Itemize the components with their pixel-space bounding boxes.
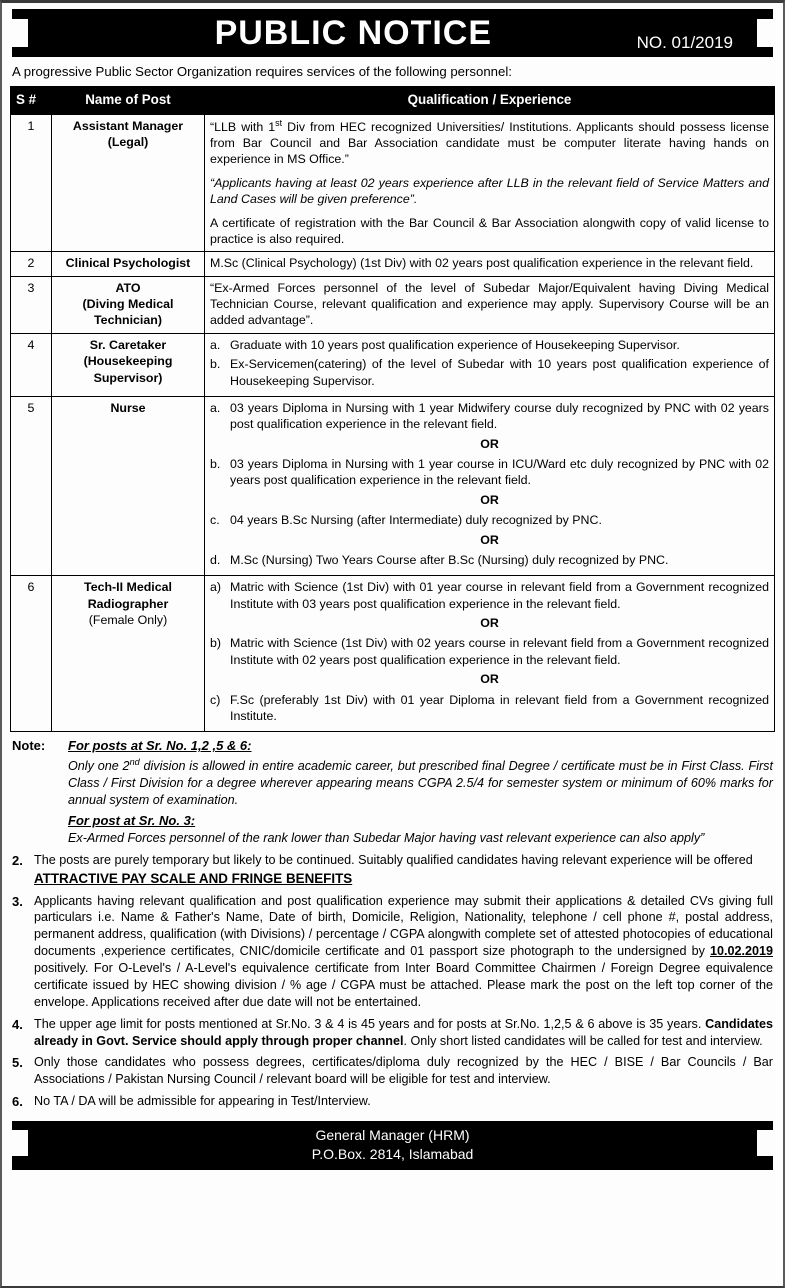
- list-text: F.Sc (preferably 1st Div) with 01 year Diploma in relevant field from a Government recognized Institute.: [230, 692, 769, 723]
- note-heading-posts-1256: For posts at Sr. No. 1,2 ,5 & 6:: [68, 738, 252, 754]
- item-text-part2: positively. For O-Level's / A-Level's equivalence certificate from Inter Board Committee Chairmen / Foreign Degree equivalence certificate issued by HEC showing division / % age / CGPA must be attached. Please mark the post on the left top corner of the envelope. Applications received after due date will not be entertained.: [34, 961, 773, 1009]
- qual-list-item: [210, 456, 769, 489]
- qual-list-item: [210, 635, 769, 668]
- row-qualification: [205, 276, 775, 333]
- row-serial: 6: [11, 576, 52, 732]
- qual-list-item: [210, 692, 769, 725]
- posts-table: [10, 86, 775, 732]
- item-number: 6.: [12, 1094, 23, 1110]
- row-post-name: [52, 114, 205, 252]
- qual-text-b: Div from HEC recognized Universities/ Institutions. Applicants should possess license from Bar Council and Bar Association candidate must be computer literate having hands on experience in MS Office.”: [210, 119, 769, 167]
- note-text-b: division is allowed in entire academic career, but prescribed final Degree / certificate must be in First Class. First Class / First Division for a degree wherever appearing means CGPA 2.5/4 for semester system or minimum of 60% marks for annual system of examination.: [68, 758, 773, 807]
- post-name-line2: (Diving Medical: [82, 297, 174, 312]
- item-number: 3.: [12, 893, 23, 909]
- item-text: [34, 893, 773, 1011]
- list-marker: b.: [210, 357, 221, 372]
- table-row: [11, 396, 775, 575]
- post-name-line3: (Female Only): [88, 613, 168, 628]
- note-body: [68, 737, 773, 848]
- item-number: 2.: [12, 852, 23, 868]
- qual-list-item: [210, 552, 769, 568]
- row-serial: 4: [11, 333, 52, 396]
- note-paragraph: Ex-Armed Forces personnel of the rank lower than Subedar Major having vast relevant experience can also apply”: [68, 830, 705, 845]
- list-marker: c.: [210, 513, 220, 528]
- or-separator: OR: [480, 492, 499, 507]
- qual-list-item: [210, 400, 769, 433]
- post-name-line2: (Housekeeping: [83, 354, 173, 369]
- row-serial: 3: [11, 276, 52, 333]
- footer-banner: [12, 1121, 773, 1170]
- notice-item: [12, 852, 773, 889]
- row-post-name: [52, 396, 205, 575]
- row-serial: 2: [11, 252, 52, 276]
- list-text: 03 years Diploma in Nursing with 1 year course in ICU/Ward etc duly recognized by PNC with 02 years post qualification experience in the relevant field.: [230, 457, 769, 488]
- list-text: Graduate with 10 years post qualification experience of Housekeeping Supervisor.: [230, 337, 680, 352]
- item-text: The posts are purely temporary but likely to be continued. Suitably qualified candidates having relevant experience will be offered: [34, 852, 753, 867]
- table-row: [11, 252, 775, 276]
- or-separator: OR: [480, 436, 499, 451]
- or-separator: OR: [480, 616, 499, 631]
- row-post-name: [52, 276, 205, 333]
- table-header-row: [11, 86, 775, 114]
- row-serial: 5: [11, 396, 52, 575]
- item-body: [34, 1054, 773, 1089]
- post-name-line3: Supervisor): [93, 370, 163, 385]
- column-header-name-of-post: Name of Post: [52, 86, 205, 114]
- note-block: [12, 737, 773, 848]
- item-text-part2: . Only short listed candidates will be called for test and interview.: [403, 1033, 763, 1048]
- column-header-serial: S #: [11, 86, 52, 114]
- qual-list-item: [210, 356, 769, 389]
- list-marker: a): [210, 580, 222, 595]
- notes-section: [10, 732, 775, 1113]
- footer-address: P.O.Box. 2814, Islamabad: [311, 1146, 474, 1162]
- post-name-line1: Clinical Psychologist: [65, 256, 191, 271]
- ordinal-suffix: st: [275, 117, 283, 128]
- or-separator: OR: [480, 532, 499, 547]
- notice-item: [12, 1016, 773, 1051]
- row-qualification: [205, 252, 775, 276]
- item-body: [34, 893, 773, 1012]
- list-marker: a.: [210, 400, 221, 415]
- list-text: Ex-Servicemen(catering) of the level of Subedar with 10 years post qualification experience of Housekeeping Supervisor.: [230, 357, 769, 388]
- row-qualification: [205, 333, 775, 396]
- column-header-qualification: Qualification / Experience: [205, 86, 775, 114]
- post-name-line1: Sr. Caretaker: [89, 337, 167, 352]
- row-qualification: [205, 396, 775, 575]
- item-text: Only those candidates who possess degrees, certificates/diploma duly recognized by the HEC / BISE / Bar Councils / Bar Associations / Pakistan Nursing Council / relevant board will be eligible for test and interview.: [34, 1055, 773, 1087]
- row-post-name: [52, 333, 205, 396]
- item-number: 5.: [12, 1055, 23, 1071]
- table-body: [11, 114, 775, 732]
- row-serial: 1: [11, 114, 52, 252]
- item-emphasis: [34, 870, 773, 888]
- list-marker: a.: [210, 337, 221, 352]
- table-row: [11, 576, 775, 732]
- list-marker: b): [210, 636, 222, 651]
- qual-list-item: [210, 337, 769, 353]
- deadline-date: 10.02.2019: [709, 944, 773, 959]
- intro-text: A progressive Public Sector Organization requires services of the following personnel:: [12, 64, 512, 79]
- header-banner: [12, 9, 773, 57]
- item-number: 4.: [12, 1016, 23, 1032]
- qual-list-item: [210, 579, 769, 612]
- note-text-a: Only one 2: [68, 758, 130, 773]
- list-text: 03 years Diploma in Nursing with 1 year Midwifery course duly recognized by PNC with 02 years post qualification experience in the relevant field.: [230, 400, 769, 432]
- notice-item: [12, 1093, 773, 1111]
- row-post-name: [52, 252, 205, 276]
- list-marker: b.: [210, 457, 221, 472]
- qual-paragraph: A certificate of registration with the Bar Council & Bar Association alongwith copy of valid license to practice is also required.: [210, 215, 769, 246]
- list-marker: c): [210, 692, 221, 707]
- ordinal-suffix: nd: [129, 756, 140, 767]
- item-text: No TA / DA will be admissible for appearing in Test/Interview.: [34, 1094, 371, 1109]
- post-name-line1: ATO: [115, 280, 141, 295]
- list-text: 04 years B.Sc Nursing (after Intermediate) duly recognized by PNC.: [230, 513, 602, 528]
- list-text: Matric with Science (1st Div) with 01 year course in relevant field from a Government recognized Institute with 03 years post qualification experience in the relevant field.: [230, 580, 769, 611]
- post-name-line2: Radiographer: [87, 596, 169, 611]
- note-paragraph: [68, 756, 773, 809]
- footer-signatory: General Manager (HRM): [315, 1127, 470, 1144]
- qual-paragraph: “Ex-Armed Forces personnel of the level of Subedar Major/Equivalent having Diving Medical Technician Course, relevant qualification and experience may apply. Supervisory Course will be an added advantage”.: [210, 280, 769, 328]
- qual-paragraph: [210, 118, 769, 168]
- item-text-part1: The upper age limit for posts mentioned at Sr.No. 3 & 4 is 45 years and for posts at Sr.No. 1,2,5 & 6 above is 35 years.: [34, 1016, 706, 1031]
- post-name-line1: Nurse: [110, 400, 146, 415]
- list-text: Matric with Science (1st Div) with 02 years course in relevant field from a Government recognized Institute with 02 years post qualification experience in the relevant field.: [230, 636, 769, 667]
- or-separator: OR: [480, 672, 499, 687]
- item-body: [34, 852, 773, 889]
- qual-paragraph: M.Sc (Clinical Psychology) (1st Div) with 02 years post qualification experience in the relevant field.: [210, 256, 754, 271]
- notice-number: NO. 01/2019: [636, 33, 733, 52]
- table-row: [11, 333, 775, 396]
- post-name-line1: Tech-II Medical: [84, 580, 172, 595]
- row-post-name: [52, 576, 205, 732]
- note-label: Note:: [12, 738, 46, 754]
- notice-item: [12, 1054, 773, 1089]
- table-header: [11, 86, 775, 114]
- pay-scale-benefits-label: ATTRACTIVE PAY SCALE AND FRINGE BENEFITS: [34, 870, 353, 886]
- page-title: PUBLIC NOTICE: [214, 14, 493, 52]
- notice-item: [12, 893, 773, 1012]
- item-text-part1: Applicants having relevant qualification and post qualification experience may submit their applications & detailed CVs giving full particulars i.e. Name & Father's Name, Date of birth, Domicile, Religion, Nationality, telephone / cell phone #, postal address, permanent address, qualification (with Divisions) / percentage / CGPA alongwith complete set of attested photocopies of educational documents ,experience certificates, CNIC/domicile certificate and 01 passport size photograph to the undersigned by: [34, 893, 773, 959]
- table-row: [11, 276, 775, 333]
- row-qualification: [205, 114, 775, 252]
- item-text: [34, 1016, 773, 1050]
- list-marker: d.: [210, 552, 221, 567]
- banner-notch-left: [12, 19, 28, 47]
- table-row: [11, 114, 775, 252]
- banner-notch-right: [757, 19, 773, 47]
- item-body: [34, 1093, 773, 1111]
- row-qualification: [205, 576, 775, 732]
- post-name-line3: Technician): [94, 313, 162, 328]
- post-name-line2: (Legal): [107, 134, 149, 149]
- govt-service-note: Candidates already in Govt. Service should apply through proper channel: [34, 1016, 773, 1048]
- list-text: M.Sc (Nursing) Two Years Course after B.Sc (Nursing) duly recognized by PNC.: [230, 552, 669, 567]
- qual-text-a: “LLB with 1: [210, 119, 276, 134]
- note-heading-post-3: For post at Sr. No. 3:: [68, 812, 196, 828]
- post-name-line1: Assistant Manager: [72, 118, 184, 133]
- qual-paragraph: “Applicants having at least 02 years experience after LLB in the relevant field of Service Matters and Land Cases will be given preference”.: [210, 175, 769, 207]
- item-body: [34, 1016, 773, 1051]
- qual-list-item: [210, 512, 769, 528]
